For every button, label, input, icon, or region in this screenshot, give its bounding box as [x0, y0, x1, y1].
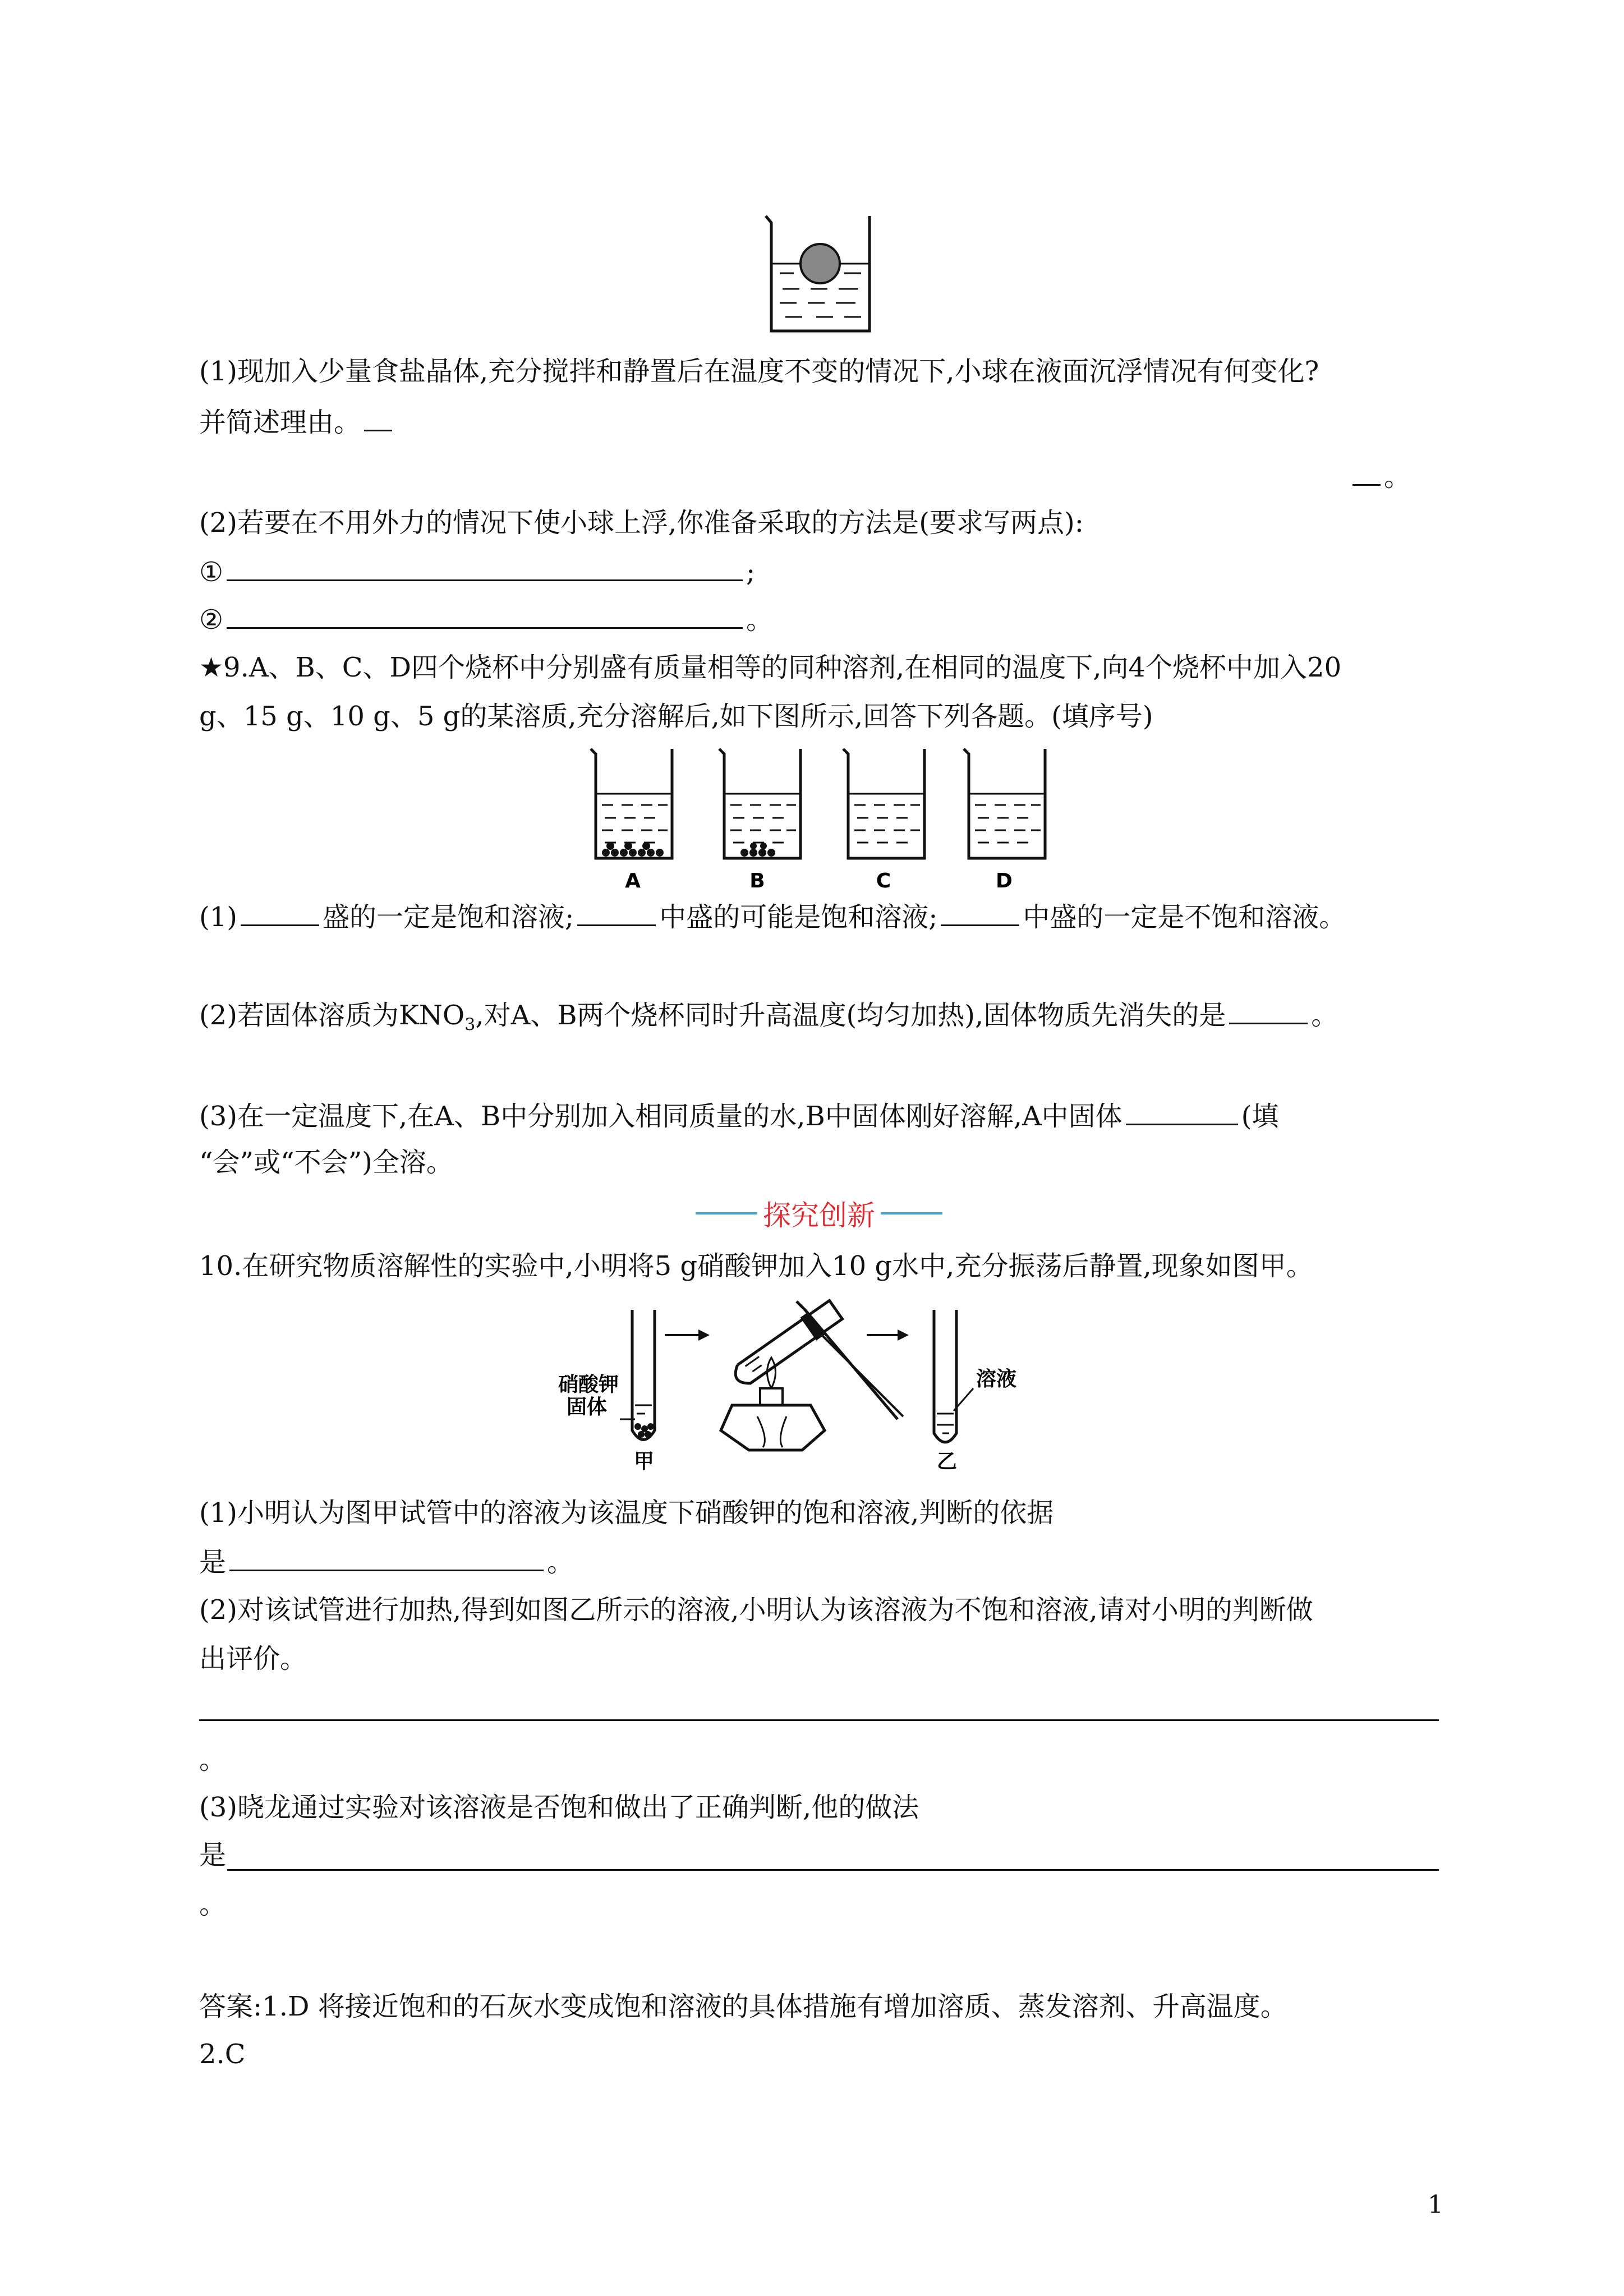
four-beakers-figure [583, 746, 1060, 892]
q9-part3-line2: “会”或“不会”)全溶。 [199, 1147, 453, 1178]
beaker-ball-figure [760, 210, 878, 337]
answer-blank[interactable] [364, 403, 392, 431]
beaker-label-d: D [996, 869, 1013, 892]
q10-part3-line2: 是 [199, 1839, 227, 1871]
answer-line[interactable] [199, 1719, 1439, 1721]
answer-blank[interactable] [227, 600, 743, 629]
q8-part1-end: 。 [1349, 457, 1411, 495]
label-jia: 甲 [634, 1450, 655, 1473]
q8-part1-line2: 并简述理由。 [199, 403, 395, 440]
q8-option2: ② 。 [199, 600, 773, 638]
q10-part3-end: 。 [199, 1889, 227, 1920]
label-potassium-nitrate: 硝酸钾 [558, 1373, 619, 1396]
answer-blank[interactable] [1352, 457, 1381, 486]
answer-blank[interactable] [577, 898, 656, 926]
answer-blank[interactable] [229, 1543, 544, 1571]
q10-part2-line1: (2)对该试管进行加热,得到如图乙所示的溶液,小明认为该溶液为不饱和溶液,请对小明的判断做 [199, 1594, 1313, 1626]
label-yi: 乙 [937, 1450, 958, 1473]
q10-part2-line2: 出评价。 [199, 1643, 307, 1674]
label-solid: 固体 [567, 1396, 608, 1419]
q8-option1: ① ; [199, 553, 755, 590]
test-tube-heating-figure [555, 1299, 1088, 1484]
answers-line1: 答案:1.D 将接近饱和的石灰水变成饱和溶液的具体措施有增加溶质、蒸发溶剂、升高温度。 [199, 1991, 1287, 2022]
q10-part1-line1: (1)小明认为图甲试管中的溶液为该温度下硝酸钾的饱和溶液,判断的依据 [199, 1497, 1054, 1529]
beaker-label-a: A [625, 869, 641, 892]
answer-blank[interactable] [241, 898, 319, 926]
q9-stem-line2: g、15 g、10 g、5 g的某溶质,充分溶解后,如下图所示,回答下列各题。(填序号) [199, 701, 1153, 732]
q10-stem: 10.在研究物质溶解性的实验中,小明将5 g硝酸钾加入10 g水中,充分振荡后静置,现象如图甲。 [199, 1250, 1313, 1282]
q9-part1: (1) 盛的一定是饱和溶液; 中盛的可能是饱和溶液; 中盛的一定是不饱和溶液。 [199, 898, 1346, 935]
answer-blank[interactable] [1126, 1097, 1238, 1125]
section-title: 探究创新 [690, 1194, 948, 1233]
answer-line[interactable] [227, 1869, 1439, 1871]
answers-line2: 2.C [199, 2039, 246, 2070]
answer-blank[interactable] [1229, 996, 1308, 1024]
beaker-d [964, 749, 1045, 858]
q10-part1-line2: 是 。 [199, 1543, 574, 1580]
q10-part3-line1: (3)晓龙通过实验对该溶液是否饱和做出了正确判断,他的做法 [199, 1792, 919, 1823]
beaker-b [719, 749, 801, 858]
page-number: 1 [1428, 2191, 1443, 2219]
label-solution: 溶液 [976, 1368, 1017, 1391]
q10-part2-end: 。 [199, 1744, 227, 1775]
q8-part2: (2)若要在不用外力的情况下使小球上浮,你准备采取的方法是(要求写两点): [199, 507, 1084, 539]
answer-blank[interactable] [227, 553, 743, 581]
beaker-a [591, 749, 672, 858]
beaker-label-c: C [876, 869, 891, 892]
beaker-label-b: B [749, 869, 765, 892]
q9-stem-line1: ★9.A、B、C、D四个烧杯中分别盛有质量相等的同种溶剂,在相同的温度下,向4个烧杯中加入20 [199, 652, 1342, 683]
answer-blank[interactable] [941, 898, 1019, 926]
q8-part1-line1: (1)现加入少量食盐晶体,充分搅拌和静置后在温度不变的情况下,小球在液面沉浮情况有何变化? [199, 356, 1319, 387]
q9-part2: (2)若固体溶质为$KNO_3$,对A、B两个烧杯同时升高温度(均匀加热),固体物质先消失的是 。 [199, 996, 1338, 1043]
beaker-c [843, 749, 924, 858]
q9-part3-line1: (3)在一定温度下,在A、B中分别加入相同质量的水,B中固体刚好溶解,A中固体 (填 [199, 1097, 1278, 1134]
